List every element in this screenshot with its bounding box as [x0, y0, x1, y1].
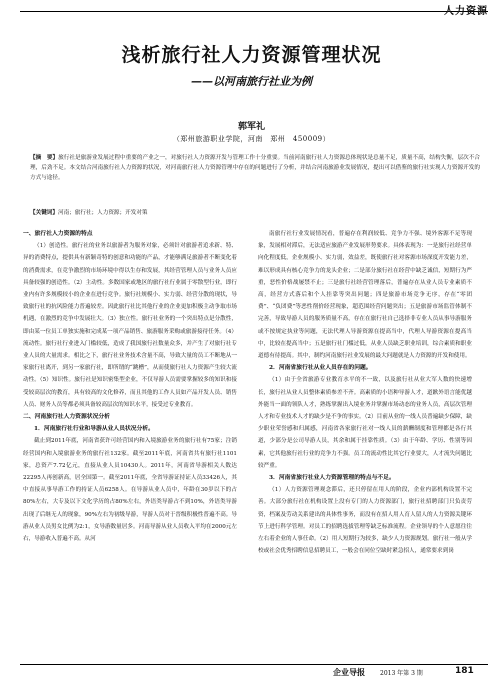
section-heading: 一、旅行社人力资源的特点	[23, 231, 93, 237]
body-paragraph: 截止到2011年底，河南省获许可经营国内和入境旅游业务的旅行社有75家；注销经营国内和入境旅游业务的旅行社132家。截至2011年底，河南省共有旅行社1101家，总资产7.72亿元，直接从业人员10430人。2011年，河南省导游相关人数达22295人再创新高，居全国第一。截至2011年底，全省导游证持证人员33426人，其中直接从事导游工作的持证人员6258人。在导游从业人员中，年龄在30岁以下的占80%左右，大专及以下文化学历的占80%左右，外语类导游占不到10%，外语类导游出现了后继无人的现象，90%左右为初级导游，导游人员对于晋级积极性普遍不高。导游从业人员男女比例为2:1，女导游数量居多。河南导游从业人员收入平均在2000元左右，导游收入普遍不高。从河	[23, 438, 237, 543]
section-heading: 2．河南省旅行社从业人员存在的问题。	[269, 365, 372, 372]
abstract-label: 【摘 要】	[30, 155, 59, 161]
section-heading: 二、河南旅行社人力资源状况分析	[23, 414, 110, 421]
abstract	[30, 153, 480, 183]
author-name: 郭军礼	[237, 122, 265, 132]
right-column	[258, 228, 472, 557]
article-title: 浅析旅行社人力资源管理状况	[121, 44, 382, 66]
body-paragraph: 南旅行社行业发展情况看，普遍存在利润较低、竞争力不强、境外客源不足等现象，发展相对滞后，无法适应旅游产业发展形势要求。具体表现为：一是旅行社经营单向化程度低，企业规模小、实力弱，效益差，既使旅行社对客源市场深度开发能力差，难以形成具有核心竞争力的龙头企业；二是部分旅行社在经营中缺乏诚信，短期行为严重，恶性价格战屡禁不止；三是旅行社经营管理落后，普遍存在从业人员专业素质不高，经营方式落后和个人挂靠等突出问题；四是旅游市场竞争无序，存在“零团费”、“负团费”等恶性削价经营现象，超范围经营问题突出；五是旅游市场监管体制不完善，导致导游人员的服务质量不高，存在在旅行社自己选择非专业人员从事导游服务或不按规定执业等问题，无法代理人导游资源在提高当中，代理人导游资源在提高当中，比较在提高当中；五是旅行社门槛过低，从业人员缺乏职业培训，综合素质和职业道德有待提高。其中，制约河南旅行社业发展的最大问题就是人力资源的开发和使用。	[258, 231, 472, 360]
section-heading: 3．河南省旅行社业人力资源管理的特点与不足。	[269, 475, 395, 482]
body-paragraph: （1）创造性。旅行社的业务以旅游者为服务对象，必须针对旅游者追求新、特、异的消费特点，提供具有新颖奇特的创意和功能的产品，才能够满足旅游者不断变化着的消费需求，在竞争激烈的市场环境中得以生存和发展，其经营管理人员与业务人员应具备较强的创造性。（2）主动性。多数国家或地区的旅行社行业属于零散型行业，即行业内有许多规模较小的企业在进行竞争。旅行社规模小、实力弱、经营分散的现状，导致旅行社的抗风险能力普遍较差。因此旅行社比其他行业的企业更加积极主动争取市场机遇，在激烈的竞争中发展壮大。（3）独立性。旅行社业务的一个突出特点是分散性，即由某一位员工单独实施和完成某一项产品销售、旅游服务采购或旅游接待任务。（4）流动性。旅行社行业进入门槛较低，造成了我国旅行社数量众多，并产生了对旅行社专业人员的大量需求。相比之下，旅行社业务技术含量不高，导致大量的员工不断地从一家旅行社离开，到另一家旅行社，即所谓的“跳槽”，从而使旅行社人力资源产生较大流动性。（5）知识性。旅行社是知识密集型企业，不仅导游人员需要掌握较多的知识和接受较高层次的教育，具有较高的文化修养，而且其他的工作人员如产品开发人员、销售人员、财务人员等都必须具备较高层次的知识水平，接受过专业教育。	[23, 243, 237, 408]
section-tag: 人力资源	[444, 6, 488, 17]
left-column	[23, 228, 237, 545]
body-paragraph: （1）人力资源管理观念滞后，还只停留在用人的阶段，企业内部机构设置不完善。大部分旅行社在机构设置上没有专门的人力资源部门，旅行社招聘部门只负责劳资，档案及劳动关系建出的具体性事务，而没有在招人用人育人留人的人力资源关键环节上进行科学管理。对员工的招聘选拔管理等缺乏标准流程。企业领导的个人意愿往往左右着企业的人事任命。（2）用人短期行为较多，缺少人力资源规划。旅行社一般从学校或社会优秀招聘信息招聘员工，一般会在同位空缺时紧急招人，通常要求到岗	[258, 487, 472, 555]
body-paragraph: （1）由于全省旅游专业教育水平的不一致，以及旅行社从业大军人数的快速增长，旅行社从业人员整体素质参差不齐。高素质的小语种导游人才，道歉外语言能优越外能当一面的领队人才，熟练掌握出入境业务并掌握市场动态的业务人员，高层次管理人才和专业技术人才的缺少是不争的事实。（2）目前从业的一线人员普遍缺少保障，缺少职业荣誉感和归属感，河南省各家旅行社对一线人员的薪酬制度和管理都是各行其道，少部分是公司导游人员，其余和属于挂靠性质。（3）由于年龄、学历、性别等因素，它其他旅行社行业的竞争力不强。员工的流动性比其它行业要大，人才流失问题比较严重。	[258, 377, 472, 469]
keywords-text: 河南；旅行社；人力资源；开发对策	[57, 210, 148, 216]
keywords	[30, 208, 480, 218]
header-rule	[20, 11, 488, 12]
abstract-text: 旅行社是旅游业发展过程中重要的产业之一，对旅行社人力资源开发与管理工作十分重要。当前河南旅行社人力资源总体现状是总量不足，质量不高，结构失衡，层次不合理，后劲不足。本文结合河南旅行社人力资源的状况，对河南旅行社人力资源管理中存在的问题进行了分析，并结合河南旅游业发展情况，提出可以借鉴的旅行社实现人力资源开发的方式与途径。	[30, 155, 480, 181]
section-heading: 1．河南旅行社行业和导游从业人员状况分析。	[34, 426, 154, 433]
article-subtitle: ——以河南旅行社业为例	[191, 75, 312, 88]
page-number: 181	[455, 666, 474, 676]
journal-name: 企业导报	[333, 668, 365, 677]
journal-issue: 2013 年第 3 期	[380, 670, 423, 677]
footer-rule	[20, 664, 488, 665]
keywords-label: 【关键词】	[30, 210, 58, 216]
author-affiliation: （郑州旅游职业学院，河南 郑州 450009）	[172, 135, 331, 143]
